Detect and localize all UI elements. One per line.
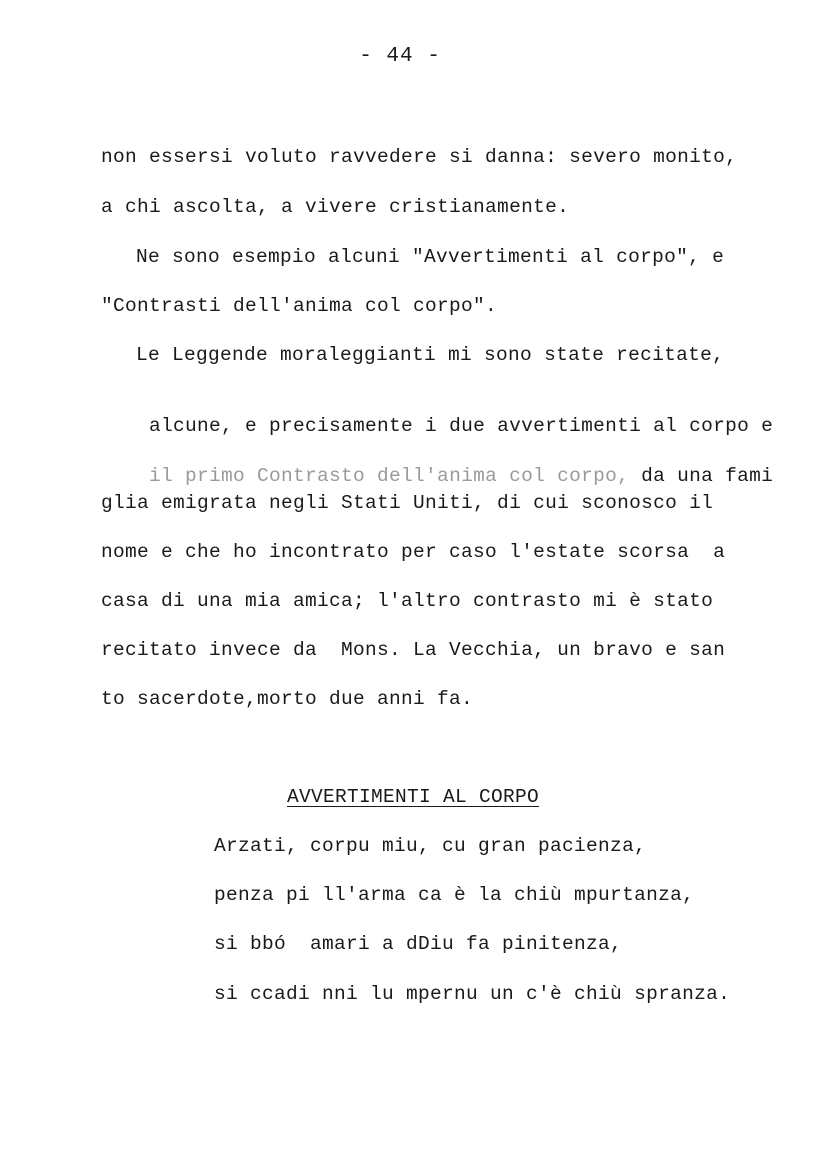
text-line: nome e che ho incontrato per caso l'estate scorsa a	[101, 541, 726, 563]
text-fragment: da una fami	[629, 465, 774, 487]
text-fragment: alcune, e precisamente i due avvertimenti al corpo e	[149, 415, 774, 437]
text-line: casa di una mia amica; l'altro contrasto mi è stato	[101, 590, 714, 612]
text-line: "Contrasti dell'anima col corpo".	[101, 295, 498, 317]
text-line: glia emigrata negli Stati Uniti, di cui sconosco il	[101, 492, 714, 514]
text-line: recitato invece da Mons. La Vecchia, un bravo e san	[101, 639, 726, 661]
poem-line: Arzati, corpu miu, cu gran pacienza,	[214, 835, 647, 857]
text-line: to sacerdote,morto due anni fa.	[101, 688, 474, 710]
text-line: a chi ascolta, a vivere cristianamente.	[101, 196, 570, 218]
poem-line: si ccadi nni lu mpernu un c'è chiù spranza.	[214, 983, 731, 1005]
text-line: non essersi voluto ravvedere si danna: severo monito,	[101, 146, 738, 168]
poem-line: si bbó amari a dDiu fa pinitenza,	[214, 933, 623, 955]
text-line: Ne sono esempio alcuni "Avvertimenti al corpo", e	[136, 246, 725, 268]
poem-title: AVVERTIMENTI AL CORPO	[287, 786, 540, 808]
faded-text-fragment: il primo Contrasto dell'anima col corpo,	[149, 465, 630, 487]
page-number: - 44 -	[359, 45, 441, 68]
poem-line: penza pi ll'arma ca è la chiù mpurtanza,	[214, 884, 695, 906]
text-line: Le Leggende moraleggianti mi sono state recitate,	[136, 344, 725, 366]
